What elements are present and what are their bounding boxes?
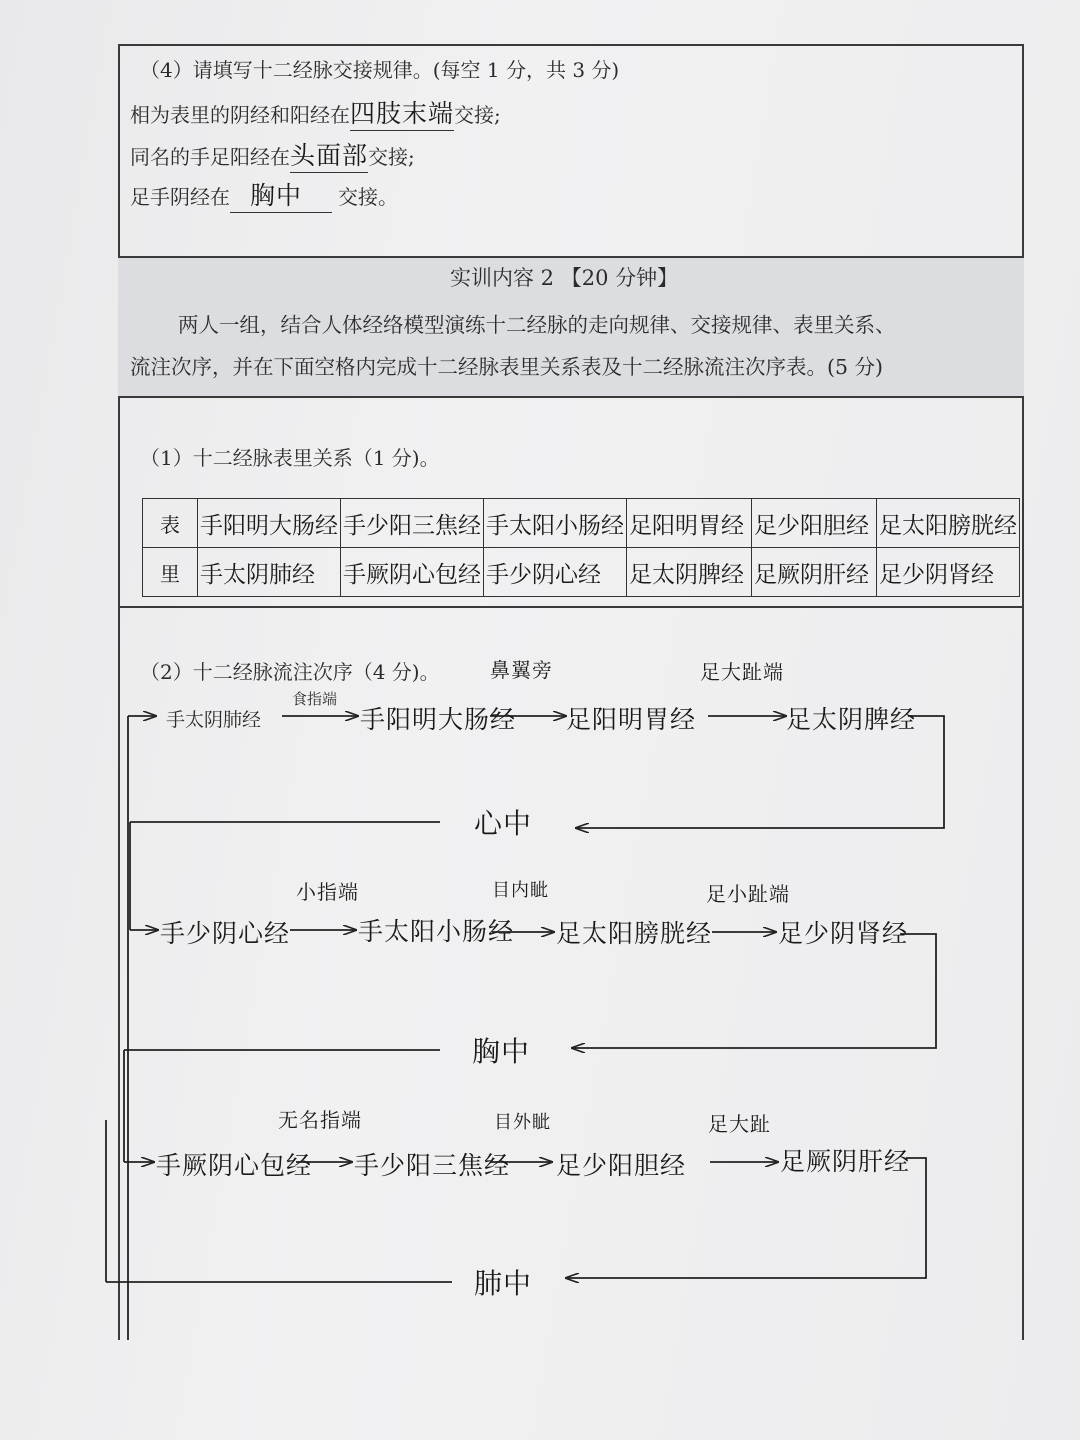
table-cell: 足少阴肾经 <box>877 548 1020 597</box>
flow-meridian: 手少阴心经 <box>160 919 291 948</box>
flow-meridian: 足太阴脾经 <box>786 705 917 734</box>
part1-title: （1）十二经脉表里关系（1 分)。 <box>140 446 440 470</box>
flow-junction: 目内眦 <box>492 880 549 901</box>
part2-title: （2）十二经脉流注次序（4 分)。 <box>140 660 440 684</box>
q4-answer-1: 四肢末端 <box>350 94 454 131</box>
flow-return-point: 胸中 <box>472 1035 531 1068</box>
flow-junction: 无名指端 <box>278 1108 362 1132</box>
row-label-biao: 表 <box>143 499 198 548</box>
flow-junction: 小指端 <box>296 880 359 904</box>
q4-line1-suffix: 交接; <box>454 103 501 127</box>
flow-return-point: 肺中 <box>474 1267 533 1300</box>
flow-junction: 目外眦 <box>494 1112 551 1133</box>
flow-return-point: 心中 <box>474 807 533 840</box>
section2-paragraph-line1: 两人一组，结合人体经络模型演练十二经脉的走向规律、交接规律、表里关系、 <box>178 313 896 337</box>
q4-line3-suffix: 交接。 <box>338 185 399 209</box>
flow-junction: 食指端 <box>292 690 338 708</box>
q4-line1-prefix: 相为表里的阴经和阳经在 <box>130 103 350 127</box>
table-cell: 足阳明胃经 <box>627 499 752 548</box>
table-cell: 足太阳膀胱经 <box>877 499 1020 548</box>
flow-meridian: 手少阳三焦经 <box>354 1151 511 1180</box>
flow-meridian: 足阳明胃经 <box>566 705 697 734</box>
table-cell: 手少阳三焦经 <box>341 499 484 548</box>
q4-line2-prefix: 同名的手足阳经在 <box>130 145 290 169</box>
q4-answer-3: 胸中 <box>230 176 332 213</box>
flow-meridian: 手太阴肺经 <box>166 709 262 731</box>
flow-junction: 鼻翼旁 <box>490 658 553 682</box>
table-cell: 手少阴心经 <box>484 548 627 597</box>
flow-meridian: 手厥阴心包经 <box>156 1151 313 1180</box>
flow-junction: 足大趾 <box>708 1112 771 1136</box>
flow-meridian: 足太阳膀胱经 <box>556 919 713 948</box>
q4-title: （4）请填写十二经脉交接规律。(每空 1 分，共 3 分) <box>140 58 620 82</box>
flow-meridian: 手阳明大肠经 <box>360 705 517 734</box>
q4-answer-2: 头面部 <box>290 136 368 173</box>
table-cell: 足少阳胆经 <box>752 499 877 548</box>
flow-meridian: 足少阴肾经 <box>778 919 909 948</box>
section2-heading: 实训内容 2 【20 分钟】 <box>450 266 679 290</box>
q4-line3-prefix: 足手阴经在 <box>130 185 230 209</box>
section2-paragraph-line2: 流注次序，并在下面空格内完成十二经脉表里关系表及十二经脉流注次序表。(5 分) <box>130 355 884 379</box>
table-cell: 手太阳小肠经 <box>484 499 627 548</box>
table-cell: 手厥阴心包经 <box>341 548 484 597</box>
flow-meridian: 足厥阴肝经 <box>780 1147 911 1176</box>
flow-junction: 足小趾端 <box>706 882 790 906</box>
flow-junction: 足大趾端 <box>700 660 784 684</box>
row-label-li: 里 <box>143 548 198 597</box>
q4-line2-suffix: 交接; <box>368 145 415 169</box>
table-cell: 足厥阴肝经 <box>752 548 877 597</box>
table-cell: 手阳明大肠经 <box>198 499 341 548</box>
table-cell: 足太阴脾经 <box>627 548 752 597</box>
flow-meridian: 手太阳小肠经 <box>358 917 515 946</box>
table-cell: 手太阴肺经 <box>198 548 341 597</box>
flow-meridian: 足少阳胆经 <box>556 1151 687 1180</box>
